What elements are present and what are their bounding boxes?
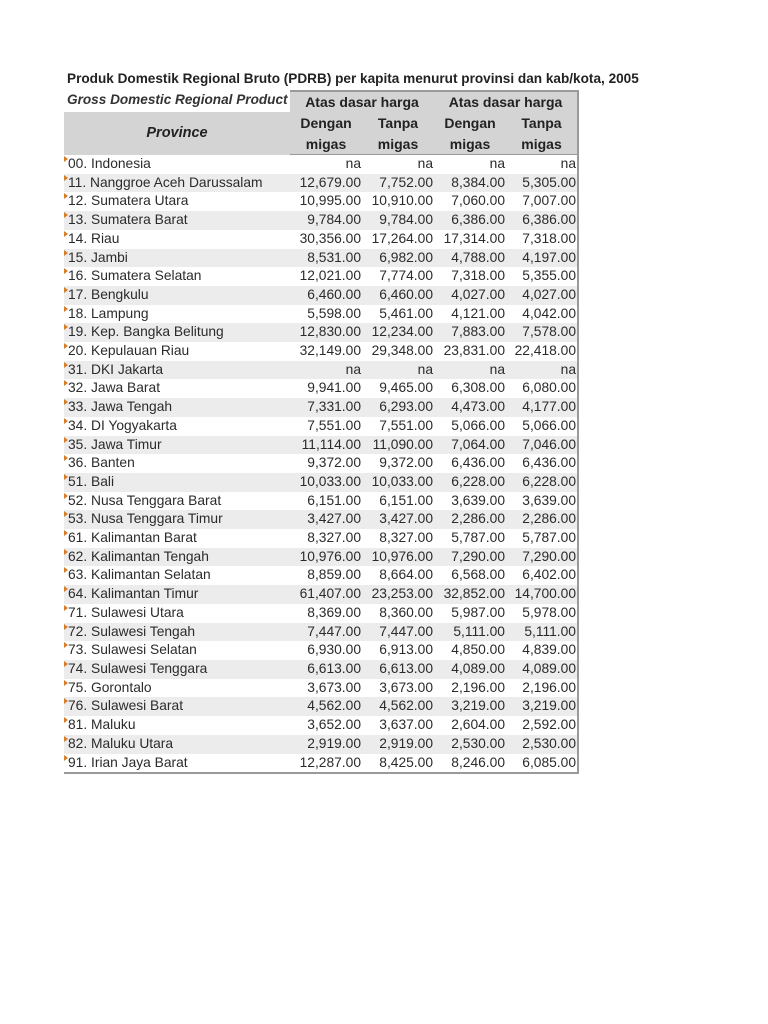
value-cell-3: 3,639.00 — [451, 492, 505, 508]
document-title: Produk Domestik Regional Bruto (PDRB) per kapita menurut provinsi dan kab/kota, 2005 — [67, 71, 639, 86]
province-name: 63. Kalimantan Selatan — [68, 567, 211, 583]
value-cell-2: 10,033.00 — [362, 473, 434, 492]
value-cell-4: 6,085.00 — [506, 754, 578, 774]
value-cell-1: 2,919.00 — [290, 735, 362, 754]
table-row — [64, 510, 578, 529]
value-cell-4: 7,046.00 — [506, 436, 578, 455]
value-cell-3: 4,473.00 — [434, 398, 506, 417]
value-cell-1: 7,331.00 — [290, 398, 362, 417]
value-cell-4: 7,578.00 — [506, 323, 578, 342]
value-cell-4: 7,007.00 — [506, 192, 578, 211]
value-cell-3: 4,121.00 — [451, 305, 505, 321]
province-cell — [64, 155, 290, 174]
value-cell-3: 4,089.00 — [434, 660, 506, 679]
value-cell-4: 2,592.00 — [506, 716, 578, 735]
value-cell-4: 4,089.00 — [506, 660, 578, 679]
table-row — [64, 623, 578, 642]
province-cell — [64, 754, 290, 774]
value-cell-4: 5,111.00 — [506, 623, 578, 642]
comment-marker-icon — [64, 755, 68, 761]
value-cell-1: 11,114.00 — [290, 436, 362, 455]
province-name: 61. Kalimantan Barat — [68, 530, 197, 546]
table-row — [64, 566, 578, 585]
province-name: 34. DI Yogyakarta — [68, 417, 177, 433]
table-row — [64, 192, 578, 211]
value-cell-3: 6,228.00 — [434, 473, 506, 492]
value-cell-1: 6,460.00 — [290, 286, 362, 305]
value-cell-2: 10,976.00 — [362, 548, 434, 567]
table-body — [64, 155, 578, 774]
value-cell-1: 9,941.00 — [307, 380, 361, 396]
province-cell — [64, 174, 290, 193]
value-cell-4: na — [506, 155, 578, 174]
value-cell-1: 12,679.00 — [290, 174, 362, 193]
province-name: 33. Jawa Tengah — [68, 399, 173, 415]
table-row — [64, 361, 578, 380]
value-cell-2: 6,293.00 — [362, 398, 434, 417]
province-name: 11. Nanggroe Aceh Darussalam — [68, 174, 263, 190]
value-cell-1: 8,327.00 — [307, 530, 361, 546]
province-cell — [64, 529, 290, 548]
comment-marker-icon — [64, 698, 68, 704]
value-cell-1: 6,151.00 — [307, 492, 361, 508]
table-row — [64, 436, 578, 455]
province-name: 18. Lampung — [68, 305, 149, 321]
col3-header-line1: Dengan — [434, 112, 506, 133]
value-cell-2: 7,447.00 — [362, 623, 434, 642]
comment-marker-icon — [64, 474, 68, 480]
value-cell-1: 3,673.00 — [307, 679, 361, 695]
province-cell — [64, 716, 290, 735]
value-cell-3: 5,111.00 — [434, 623, 506, 642]
comment-marker-icon — [64, 343, 68, 349]
value-cell-1: 12,021.00 — [299, 268, 361, 284]
value-cell-1: 9,784.00 — [290, 211, 362, 230]
value-cell-2: 5,461.00 — [379, 305, 433, 321]
province-name: 82. Maluku Utara — [68, 735, 174, 751]
value-cell-4: 7,318.00 — [506, 230, 578, 249]
value-cell-2: na — [417, 156, 433, 171]
province-cell — [64, 679, 290, 698]
value-cell-4: 4,027.00 — [506, 286, 578, 305]
comment-marker-icon — [64, 493, 68, 499]
col1-header-line1: Dengan — [290, 112, 362, 133]
province-name: 73. Sulawesi Selatan — [68, 642, 197, 658]
comment-marker-icon — [64, 193, 68, 199]
value-cell-3: 6,386.00 — [434, 211, 506, 230]
province-name: 12. Sumatera Utara — [68, 193, 189, 209]
province-name: 72. Sulawesi Tengah — [68, 623, 196, 639]
province-cell — [64, 249, 290, 268]
comment-marker-icon — [64, 399, 68, 405]
value-cell-1: 10,033.00 — [290, 473, 362, 492]
province-name: 74. Sulawesi Tenggara — [68, 660, 208, 676]
value-cell-4: 4,197.00 — [506, 249, 578, 268]
province-cell — [64, 305, 290, 324]
value-cell-3: 7,060.00 — [451, 193, 505, 209]
value-cell-3: 4,027.00 — [434, 286, 506, 305]
table-row — [64, 379, 578, 398]
comment-marker-icon — [64, 250, 68, 256]
value-cell-4: 5,066.00 — [506, 417, 578, 436]
table-row — [64, 604, 578, 623]
province-cell — [64, 697, 290, 716]
value-cell-3: 7,290.00 — [434, 548, 506, 567]
table-row — [64, 454, 578, 473]
value-cell-3: 6,568.00 — [451, 567, 505, 583]
table-row — [64, 417, 578, 436]
province-cell — [64, 267, 290, 286]
table-row — [64, 735, 578, 754]
province-cell — [64, 379, 290, 398]
col1-header-line2: migas — [290, 133, 362, 155]
value-cell-2: 8,360.00 — [379, 604, 433, 620]
table-row — [64, 548, 578, 567]
province-cell — [64, 454, 290, 473]
comment-marker-icon — [64, 362, 68, 368]
value-cell-4: 4,177.00 — [506, 398, 578, 417]
province-cell — [64, 660, 290, 679]
table-row — [64, 754, 578, 774]
value-cell-3: 2,286.00 — [434, 510, 506, 529]
province-name: 16. Sumatera Selatan — [68, 268, 202, 284]
value-cell-3: 4,850.00 — [451, 642, 505, 658]
group-header-1: Atas dasar harga — [290, 91, 434, 112]
value-cell-1: 8,369.00 — [307, 604, 361, 620]
value-cell-1: 7,551.00 — [307, 417, 361, 433]
province-name: 00. Indonesia — [68, 155, 151, 171]
province-cell — [64, 548, 290, 567]
table-row — [64, 697, 578, 716]
province-name: 51. Bali — [68, 473, 115, 489]
table-row — [64, 323, 578, 342]
value-cell-4: 2,286.00 — [506, 510, 578, 529]
province-name: 81. Maluku — [68, 717, 136, 733]
value-cell-4: 6,080.00 — [506, 379, 578, 398]
value-cell-2: 7,774.00 — [379, 268, 433, 284]
comment-marker-icon — [64, 455, 68, 461]
province-cell — [64, 566, 290, 585]
value-cell-4: 6,386.00 — [506, 211, 578, 230]
value-cell-4: 6,436.00 — [506, 454, 578, 473]
table-row — [64, 249, 578, 268]
value-cell-1: 12,287.00 — [290, 754, 362, 774]
value-cell-2: 9,372.00 — [379, 455, 433, 471]
value-cell-2: 7,551.00 — [379, 417, 433, 433]
value-cell-4: 6,228.00 — [506, 473, 578, 492]
province-name: 15. Jambi — [68, 249, 128, 265]
value-cell-3: 4,788.00 — [434, 249, 506, 268]
province-name: 62. Kalimantan Tengah — [68, 548, 209, 564]
comment-marker-icon — [64, 586, 68, 592]
value-cell-4: 5,978.00 — [506, 604, 578, 623]
value-cell-1: 10,995.00 — [299, 193, 361, 209]
province-name: 36. Banten — [68, 455, 135, 471]
col4-header-line2: migas — [506, 133, 578, 155]
comment-marker-icon — [64, 549, 68, 555]
value-cell-1: 6,930.00 — [307, 642, 361, 658]
value-cell-1: 3,652.00 — [307, 717, 361, 733]
comment-marker-icon — [64, 624, 68, 630]
table-row — [64, 230, 578, 249]
document-subtitle: Gross Domestic Regional Product — [67, 92, 288, 107]
province-name: 20. Kepulauan Riau — [68, 343, 190, 359]
comment-marker-icon — [64, 530, 68, 536]
value-cell-2: 9,465.00 — [379, 380, 433, 396]
province-cell — [64, 585, 290, 604]
province-cell — [64, 473, 290, 492]
value-cell-3: 2,196.00 — [451, 679, 505, 695]
value-cell-3: 5,787.00 — [451, 530, 505, 546]
table-row — [64, 641, 578, 660]
comment-marker-icon — [64, 287, 68, 293]
province-name: 64. Kalimantan Timur — [68, 586, 199, 602]
value-cell-3: 2,604.00 — [451, 717, 505, 733]
province-cell — [64, 492, 290, 511]
value-cell-3: 32,852.00 — [434, 585, 506, 604]
table-row — [64, 585, 578, 604]
province-cell — [64, 323, 290, 342]
value-cell-4: 5,787.00 — [506, 529, 578, 548]
col4-header-line1: Tanpa — [506, 112, 578, 133]
value-cell-3: 23,831.00 — [443, 343, 505, 359]
col2-header-line2: migas — [362, 133, 434, 155]
province-name: 17. Bengkulu — [68, 286, 149, 302]
province-name: 91. Irian Jaya Barat — [68, 754, 188, 770]
value-cell-2: 8,664.00 — [379, 567, 433, 583]
value-cell-2: 29,348.00 — [371, 343, 433, 359]
group-header-2: Atas dasar harga — [434, 91, 578, 112]
value-cell-1: 5,598.00 — [307, 305, 361, 321]
table-row — [64, 716, 578, 735]
value-cell-3: 3,219.00 — [434, 697, 506, 716]
province-cell — [64, 436, 290, 455]
table-row — [64, 267, 578, 286]
province-name: 32. Jawa Barat — [68, 380, 161, 396]
province-name: 52. Nusa Tenggara Barat — [68, 492, 222, 508]
table-row — [64, 211, 578, 230]
value-cell-3: na — [489, 156, 505, 171]
table-row — [64, 398, 578, 417]
comment-marker-icon — [64, 175, 68, 181]
province-cell — [64, 417, 290, 436]
value-cell-3: 5,066.00 — [451, 417, 505, 433]
table-row — [64, 286, 578, 305]
value-cell-2: 17,264.00 — [371, 230, 433, 246]
value-cell-2: 23,253.00 — [362, 585, 434, 604]
value-cell-3: 7,064.00 — [434, 436, 506, 455]
province-name: 53. Nusa Tenggara Timur — [68, 511, 223, 527]
province-name: 14. Riau — [68, 230, 120, 246]
value-cell-4: 3,639.00 — [506, 492, 578, 511]
value-cell-2: 6,913.00 — [379, 642, 433, 658]
province-cell — [64, 510, 290, 529]
province-cell — [64, 361, 290, 380]
comment-marker-icon — [64, 680, 68, 686]
province-name: 35. Jawa Timur — [68, 436, 162, 452]
value-cell-2: 8,327.00 — [379, 530, 433, 546]
value-cell-2: 2,919.00 — [362, 735, 434, 754]
col3-header-line2: migas — [434, 133, 506, 155]
value-cell-3: 2,530.00 — [434, 735, 506, 754]
province-cell — [64, 623, 290, 642]
value-cell-4: 7,290.00 — [506, 548, 578, 567]
table-row — [64, 342, 578, 361]
comment-marker-icon — [64, 156, 68, 162]
value-cell-1: 10,976.00 — [290, 548, 362, 567]
value-cell-3: 6,308.00 — [451, 380, 505, 396]
province-header: Province — [64, 112, 290, 155]
province-name: 13. Sumatera Barat — [68, 212, 188, 228]
value-cell-1: 6,613.00 — [290, 660, 362, 679]
value-cell-4: 4,839.00 — [506, 641, 578, 660]
province-name: 31. DKI Jakarta — [68, 361, 164, 377]
value-cell-1: na — [290, 361, 362, 380]
value-cell-2: na — [362, 361, 434, 380]
value-cell-1: 7,447.00 — [290, 623, 362, 642]
value-cell-1: 30,356.00 — [299, 230, 361, 246]
value-cell-4: 4,042.00 — [506, 305, 578, 324]
table-row — [64, 529, 578, 548]
comment-marker-icon — [64, 231, 68, 237]
value-cell-1: 8,531.00 — [290, 249, 362, 268]
value-cell-4: na — [506, 361, 578, 380]
value-cell-3: 8,246.00 — [434, 754, 506, 774]
comment-marker-icon — [64, 212, 68, 218]
value-cell-1: na — [345, 156, 361, 171]
province-cell — [64, 735, 290, 754]
comment-marker-icon — [64, 567, 68, 573]
value-cell-2: 7,752.00 — [362, 174, 434, 193]
value-cell-4: 3,219.00 — [506, 697, 578, 716]
comment-marker-icon — [64, 437, 68, 443]
table-row — [64, 660, 578, 679]
table-row — [64, 174, 578, 193]
comment-marker-icon — [64, 661, 68, 667]
value-cell-3: 7,883.00 — [434, 323, 506, 342]
value-cell-4: 14,700.00 — [506, 585, 578, 604]
value-cell-3: 7,318.00 — [451, 268, 505, 284]
value-cell-1: 4,562.00 — [290, 697, 362, 716]
value-cell-2: 6,613.00 — [362, 660, 434, 679]
province-name: 75. Gorontalo — [68, 679, 152, 695]
value-cell-2: 3,637.00 — [379, 717, 433, 733]
value-cell-2: 8,425.00 — [362, 754, 434, 774]
comment-marker-icon — [64, 324, 68, 330]
table-row — [64, 155, 578, 174]
value-cell-2: 11,090.00 — [362, 436, 434, 455]
value-cell-2: 12,234.00 — [362, 323, 434, 342]
pdrb-table — [64, 90, 579, 774]
comment-marker-icon — [64, 418, 68, 424]
province-name: 19. Kep. Bangka Belitung — [68, 324, 224, 340]
value-cell-1: 9,372.00 — [307, 455, 361, 471]
comment-marker-icon — [64, 736, 68, 742]
value-cell-2: 3,427.00 — [362, 510, 434, 529]
table-row — [64, 305, 578, 324]
comment-marker-icon — [64, 717, 68, 723]
value-cell-3: na — [434, 361, 506, 380]
province-cell — [64, 211, 290, 230]
value-cell-2: 4,562.00 — [362, 697, 434, 716]
value-cell-1: 32,149.00 — [299, 343, 361, 359]
province-cell — [64, 230, 290, 249]
comment-marker-icon — [64, 306, 68, 312]
value-cell-3: 6,436.00 — [451, 455, 505, 471]
value-cell-2: 9,784.00 — [362, 211, 434, 230]
province-name: 71. Sulawesi Utara — [68, 604, 184, 620]
value-cell-1: 12,830.00 — [290, 323, 362, 342]
value-cell-2: 6,982.00 — [362, 249, 434, 268]
value-cell-2: 6,151.00 — [379, 492, 433, 508]
province-cell — [64, 342, 290, 361]
comment-marker-icon — [64, 605, 68, 611]
table-row — [64, 492, 578, 511]
value-cell-3: 17,314.00 — [443, 230, 505, 246]
province-cell — [64, 286, 290, 305]
value-cell-1: 3,427.00 — [290, 510, 362, 529]
comment-marker-icon — [64, 380, 68, 386]
comment-marker-icon — [64, 268, 68, 274]
col2-header-line1: Tanpa — [362, 112, 434, 133]
comment-marker-icon — [64, 511, 68, 517]
value-cell-1: 8,859.00 — [307, 567, 361, 583]
value-cell-3: 8,384.00 — [434, 174, 506, 193]
value-cell-4: 22,418.00 — [506, 342, 578, 361]
value-cell-2: 3,673.00 — [379, 679, 433, 695]
table-row — [64, 679, 578, 698]
province-cell — [64, 398, 290, 417]
province-name: 76. Sulawesi Barat — [68, 698, 184, 714]
value-cell-4: 2,530.00 — [506, 735, 578, 754]
table-row — [64, 473, 578, 492]
value-cell-4: 5,355.00 — [506, 267, 578, 286]
value-cell-2: 10,910.00 — [371, 193, 433, 209]
value-cell-4: 6,402.00 — [506, 566, 578, 585]
province-cell — [64, 192, 290, 211]
value-cell-1: 61,407.00 — [290, 585, 362, 604]
value-cell-4: 5,305.00 — [506, 174, 578, 193]
value-cell-3: 5,987.00 — [451, 604, 505, 620]
comment-marker-icon — [64, 642, 68, 648]
province-cell — [64, 641, 290, 660]
value-cell-4: 2,196.00 — [506, 679, 578, 698]
value-cell-2: 6,460.00 — [362, 286, 434, 305]
province-cell — [64, 604, 290, 623]
